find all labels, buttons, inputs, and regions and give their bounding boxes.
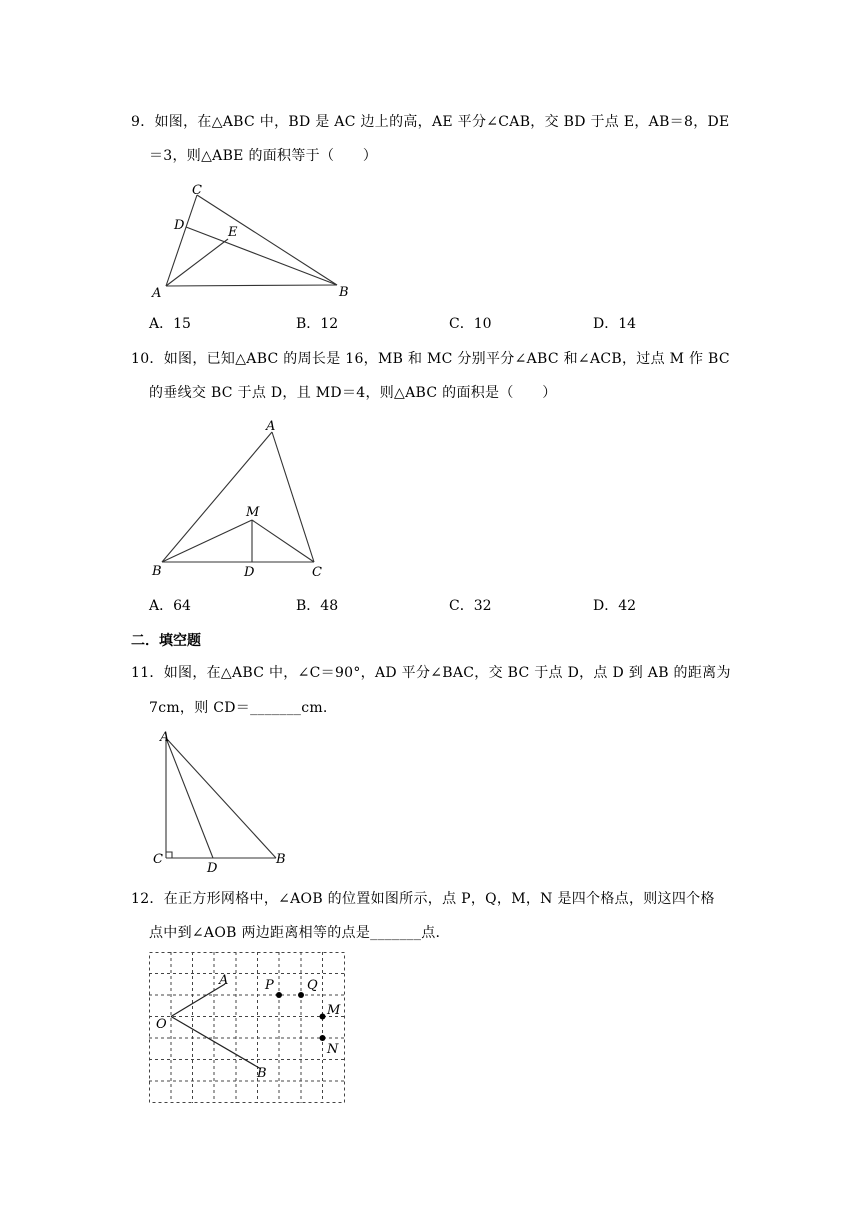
q9-label-e: E <box>228 225 238 240</box>
q10-label-d: D <box>244 565 255 580</box>
q11-label-b: B <box>276 852 286 867</box>
q12-stem-line2: 点中到∠AOB 两边距离相等的点是_______点. <box>149 925 441 941</box>
q9-stem-line2: ＝3，则△ABE 的面积等于（ ） <box>149 148 378 164</box>
q12-label-n: N <box>327 1042 339 1057</box>
q12-label-q: Q <box>307 978 318 993</box>
q10-stem-line2: 的垂线交 BC 于点 D，且 MD＝4，则△ABC 的面积是（ ） <box>149 385 557 401</box>
q9-stem-line1: 9．如图，在△ABC 中，BD 是 AC 边上的高，AE 平分∠CAB，交 BD 于点 E，AB＝8，DE <box>131 114 730 130</box>
q11-stem-line1: 11．如图，在△ABC 中，∠C＝90°，AD 平分∠BAC，交 BC 于点 D，点 D 到 AB 的距离为 <box>131 665 731 681</box>
q11-label-d: D <box>207 861 218 876</box>
q12-label-b: B <box>257 1066 267 1081</box>
q10-option-b[interactable]: B．48 <box>296 598 339 614</box>
q10-stem-line1: 10．如图，已知△ABC 的周长是 16，MB 和 MC 分别平分∠ABC 和∠ACB，过点 M 作 BC <box>131 351 730 367</box>
q10-option-d[interactable]: D．42 <box>593 598 637 614</box>
q12-label-m: M <box>327 1003 341 1018</box>
q9-figure <box>140 175 370 305</box>
q12-label-p: P <box>265 978 274 993</box>
q10-label-m: M <box>246 505 260 520</box>
q10-option-a[interactable]: A．64 <box>149 598 191 614</box>
q11-figure <box>145 728 305 878</box>
q9-label-b: B <box>339 285 349 300</box>
q9-label-c: C <box>192 183 202 198</box>
q12-label-o: O <box>156 1017 167 1032</box>
q11-label-c: C <box>153 852 163 867</box>
q10-label-b: B <box>152 564 162 579</box>
q9-option-b[interactable]: B．12 <box>296 316 339 332</box>
q9-option-a[interactable]: A．15 <box>149 316 191 332</box>
q9-label-d: D <box>174 218 185 233</box>
q10-label-a: A <box>266 419 276 434</box>
q12-stem-line1: 12．在正方形网格中，∠AOB 的位置如图所示，点 P，Q，M，N 是四个格点，则这四个格 <box>131 891 715 907</box>
q9-option-d[interactable]: D．14 <box>593 316 637 332</box>
q10-label-c: C <box>312 565 322 580</box>
q12-point-m <box>320 1014 326 1020</box>
q9-label-a: A <box>152 286 162 301</box>
q12-point-n <box>320 1035 326 1041</box>
q12-point-p <box>276 992 282 998</box>
q9-option-c[interactable]: C．10 <box>449 316 492 332</box>
q12-figure <box>149 952 346 1104</box>
q10-option-c[interactable]: C．32 <box>449 598 492 614</box>
q11-stem-line2: 7cm，则 CD＝_______cm. <box>149 700 328 716</box>
q12-label-a: A <box>219 973 229 988</box>
q11-label-a: A <box>160 730 170 745</box>
section-heading-fill-blank: 二．填空题 <box>131 633 201 649</box>
q10-figure <box>140 410 340 585</box>
q12-point-q <box>298 992 304 998</box>
